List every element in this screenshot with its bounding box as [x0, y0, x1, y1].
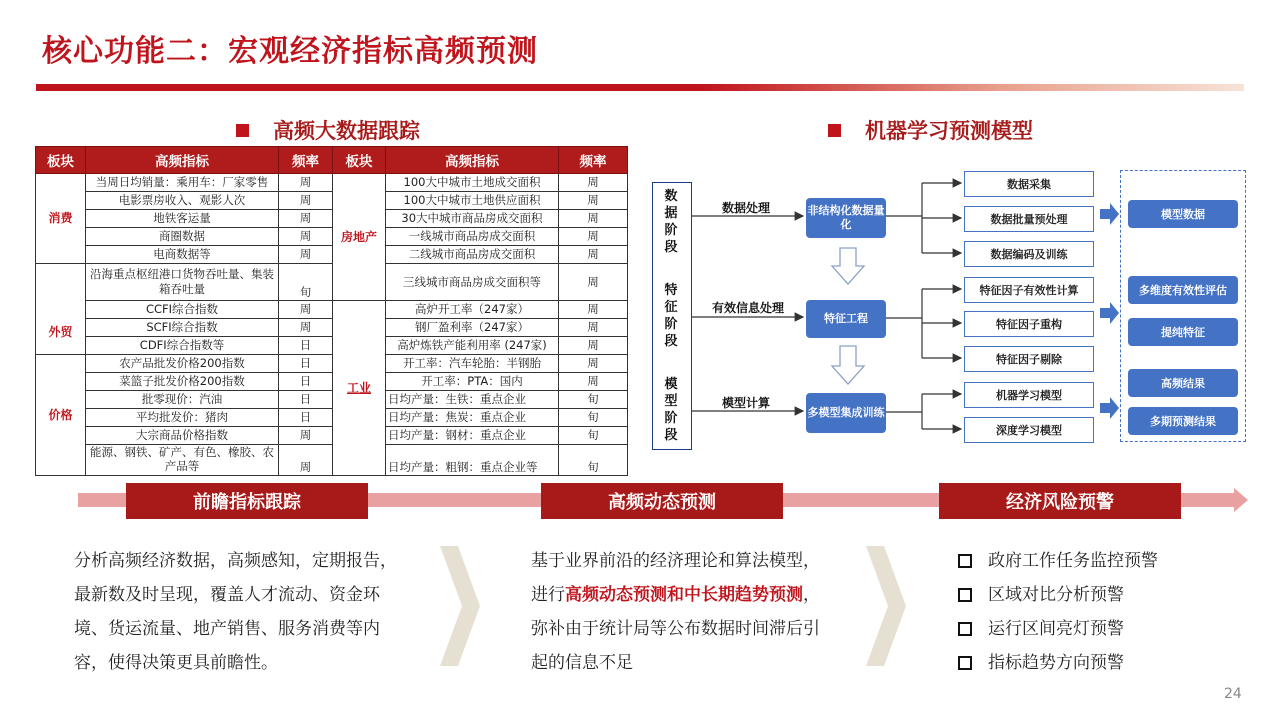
- indicator-cell: 电商数据等: [86, 246, 279, 264]
- list-item: 政府工作任务监控预警: [958, 544, 1158, 578]
- frequency-cell: 日: [279, 409, 333, 427]
- node-feature-engineering: 特征工程: [806, 300, 886, 338]
- indicator-cell: 菜篮子批发价格200指数: [86, 373, 279, 391]
- frequency-cell: 旬: [279, 264, 333, 301]
- frequency-cell: 周: [279, 319, 333, 337]
- category-cell: 房地产: [333, 174, 386, 301]
- indicator-cell: 100大中城市土地成交面积: [386, 174, 559, 192]
- down-arrow-icon: [832, 346, 864, 384]
- indicator-cell: 100大中城市土地供应面积: [386, 192, 559, 210]
- frequency-cell: 周: [559, 355, 628, 373]
- description-dynamic-forecast: 基于业界前沿的经济理论和算法模型， 进行高频动态预测和中长期趋势预测， 弥补由于统计局等公布数据时间滞后引起的信息不足: [531, 551, 820, 673]
- indicator-cell: 批零现价：汽油: [86, 391, 279, 409]
- stage-label-model: 模 型 阶 段: [664, 377, 678, 443]
- category-cell: 消费: [36, 174, 86, 264]
- indicator-cell: 电影票房收入、观影人次: [86, 192, 279, 210]
- frequency-cell: 周: [279, 192, 333, 210]
- indicator-cell: CDFI综合指数等: [86, 337, 279, 355]
- indicator-cell: 能源、钢铁、矿产、有色、橡胶、农产品等: [86, 445, 279, 476]
- frequency-cell: 周: [279, 301, 333, 319]
- indicator-cell: 30大中城市商品房成交面积: [386, 210, 559, 228]
- indicator-cell: 沿海重点枢纽港口货物吞吐量、集装箱吞吐量: [86, 264, 279, 301]
- edge-label: 模型计算: [722, 396, 771, 410]
- result-node: 高频结果: [1128, 369, 1238, 397]
- indicator-cell: 地铁客运量: [86, 210, 279, 228]
- indicator-cell: 三线城市商品房成交面积等: [386, 264, 559, 301]
- indicator-cell: 开工率：汽车轮胎：半钢胎: [386, 355, 559, 373]
- timeline-arrow-icon: [1234, 488, 1248, 512]
- frequency-cell: 周: [279, 210, 333, 228]
- table-header: 频率: [279, 147, 333, 174]
- frequency-cell: 周: [559, 373, 628, 391]
- indicator-cell: 高炉开工率（247家）: [386, 301, 559, 319]
- detail-node: 数据采集: [964, 171, 1094, 197]
- detail-node: 特征因子重构: [964, 311, 1094, 337]
- frequency-cell: 周: [279, 427, 333, 445]
- indicator-cell: 日均产量：生铁：重点企业: [386, 391, 559, 409]
- right-section-heading-text: 机器学习预测模型: [865, 119, 1033, 143]
- checkbox-square-icon: [958, 656, 972, 670]
- list-item: 指标趋势方向预警: [958, 646, 1158, 680]
- chevron-right-icon: [866, 546, 906, 666]
- frequency-cell: 旬: [559, 427, 628, 445]
- indicator-cell: 高炉炼铁产能利用率 (247家): [386, 337, 559, 355]
- frequency-cell: 周: [559, 174, 628, 192]
- detail-node: 特征因子有效性计算: [964, 277, 1094, 303]
- indicator-cell: 日均产量：钢材：重点企业: [386, 427, 559, 445]
- indicator-cell: 当周日均销量：乘用车：厂家零售: [86, 174, 279, 192]
- chevron-right-icon: [440, 546, 480, 666]
- indicator-cell: 农产品批发价格200指数: [86, 355, 279, 373]
- indicator-cell: 平均批发价：猪肉: [86, 409, 279, 427]
- phase-risk-warning: 经济风险预警: [939, 483, 1181, 519]
- result-node: 多期预测结果: [1128, 407, 1238, 435]
- indicator-cell: 二线城市商品房成交面积: [386, 246, 559, 264]
- indicator-cell: SCFI综合指数: [86, 319, 279, 337]
- result-node: 多维度有效性评估: [1128, 276, 1238, 304]
- frequency-cell: 周: [559, 264, 628, 301]
- list-item: 运行区间亮灯预警: [958, 612, 1158, 646]
- table-header: 板块: [333, 147, 386, 174]
- right-arrow-icon: [1100, 397, 1119, 419]
- frequency-cell: 周: [559, 228, 628, 246]
- checkbox-square-icon: [958, 622, 972, 636]
- frequency-cell: 周: [559, 301, 628, 319]
- frequency-cell: 日: [279, 337, 333, 355]
- down-arrow-icon: [832, 248, 864, 284]
- indicator-cell: 日均产量：粗钢：重点企业等: [386, 445, 559, 476]
- table-header: 高频指标: [386, 147, 559, 174]
- stage-label-data: 数 据 阶 段: [664, 189, 678, 255]
- node-unstructured-quant: 非结构化数据量化: [806, 198, 886, 238]
- frequency-cell: 周: [279, 228, 333, 246]
- frequency-cell: 日: [279, 355, 333, 373]
- detail-node: 深度学习模型: [964, 417, 1094, 443]
- detail-node: 特征因子剔除: [964, 346, 1094, 372]
- frequency-cell: 日: [279, 373, 333, 391]
- warning-list: [958, 544, 1158, 680]
- category-cell: 外贸: [36, 264, 86, 355]
- indicator-cell: 大宗商品价格指数: [86, 427, 279, 445]
- frequency-cell: 旬: [559, 409, 628, 427]
- page-number: 24: [1224, 686, 1242, 702]
- detail-node: 机器学习模型: [964, 382, 1094, 408]
- detail-node: 数据编码及训练: [964, 241, 1094, 267]
- indicator-cell: CCFI综合指数: [86, 301, 279, 319]
- detail-node: 数据批量预处理: [964, 206, 1094, 232]
- table-header: 频率: [559, 147, 628, 174]
- frequency-cell: 周: [279, 445, 333, 476]
- checkbox-square-icon: [958, 588, 972, 602]
- frequency-cell: 旬: [559, 391, 628, 409]
- category-cell: 价格: [36, 355, 86, 476]
- list-item: 区域对比分析预警: [958, 578, 1158, 612]
- category-cell: 工业: [333, 301, 386, 476]
- indicator-cell: 开工率：PTA：国内: [386, 373, 559, 391]
- highlight-text: 高频动态预测和中长期趋势预测: [565, 585, 803, 605]
- table-header: 高频指标: [86, 147, 279, 174]
- phase-forward-tracking: 前瞻指标跟踪: [126, 483, 368, 519]
- edge-label: 数据处理: [722, 201, 771, 215]
- frequency-cell: 周: [559, 246, 628, 264]
- frequency-cell: 日: [279, 391, 333, 409]
- indicator-cell: 一线城市商品房成交面积: [386, 228, 559, 246]
- right-arrow-icon: [1100, 203, 1119, 225]
- right-arrow-icon: [1100, 302, 1119, 324]
- checkbox-square-icon: [958, 554, 972, 568]
- indicator-cell: 钢厂盈利率（247家）: [386, 319, 559, 337]
- left-section-heading-text: 高频大数据跟踪: [273, 119, 420, 143]
- frequency-cell: 周: [559, 319, 628, 337]
- indicator-cell: 商圈数据: [86, 228, 279, 246]
- result-node: 模型数据: [1128, 200, 1238, 228]
- frequency-cell: 周: [559, 192, 628, 210]
- page-title: 核心功能二：宏观经济指标高频预测: [42, 34, 538, 69]
- table-header: 板块: [36, 147, 86, 174]
- frequency-cell: 周: [279, 174, 333, 192]
- frequency-cell: 周: [279, 246, 333, 264]
- description-forward-tracking: 分析高频经济数据，高频感知，定期报告，最新数及时呈现，覆盖人才流动、资金环境、货运流量、地产销售、服务消费等内容，使得决策更具前瞻性。: [74, 551, 397, 673]
- phase-dynamic-forecast: 高频动态预测: [541, 483, 783, 519]
- result-node: 提纯特征: [1128, 318, 1238, 346]
- frequency-cell: 周: [559, 210, 628, 228]
- frequency-cell: 周: [559, 337, 628, 355]
- stage-label-feature: 特 征 阶 段: [664, 283, 678, 349]
- indicator-cell: 日均产量：焦炭：重点企业: [386, 409, 559, 427]
- frequency-cell: 旬: [559, 445, 628, 476]
- node-multi-model-training: 多模型集成训练: [806, 393, 886, 433]
- edge-label: 有效信息处理: [712, 301, 785, 315]
